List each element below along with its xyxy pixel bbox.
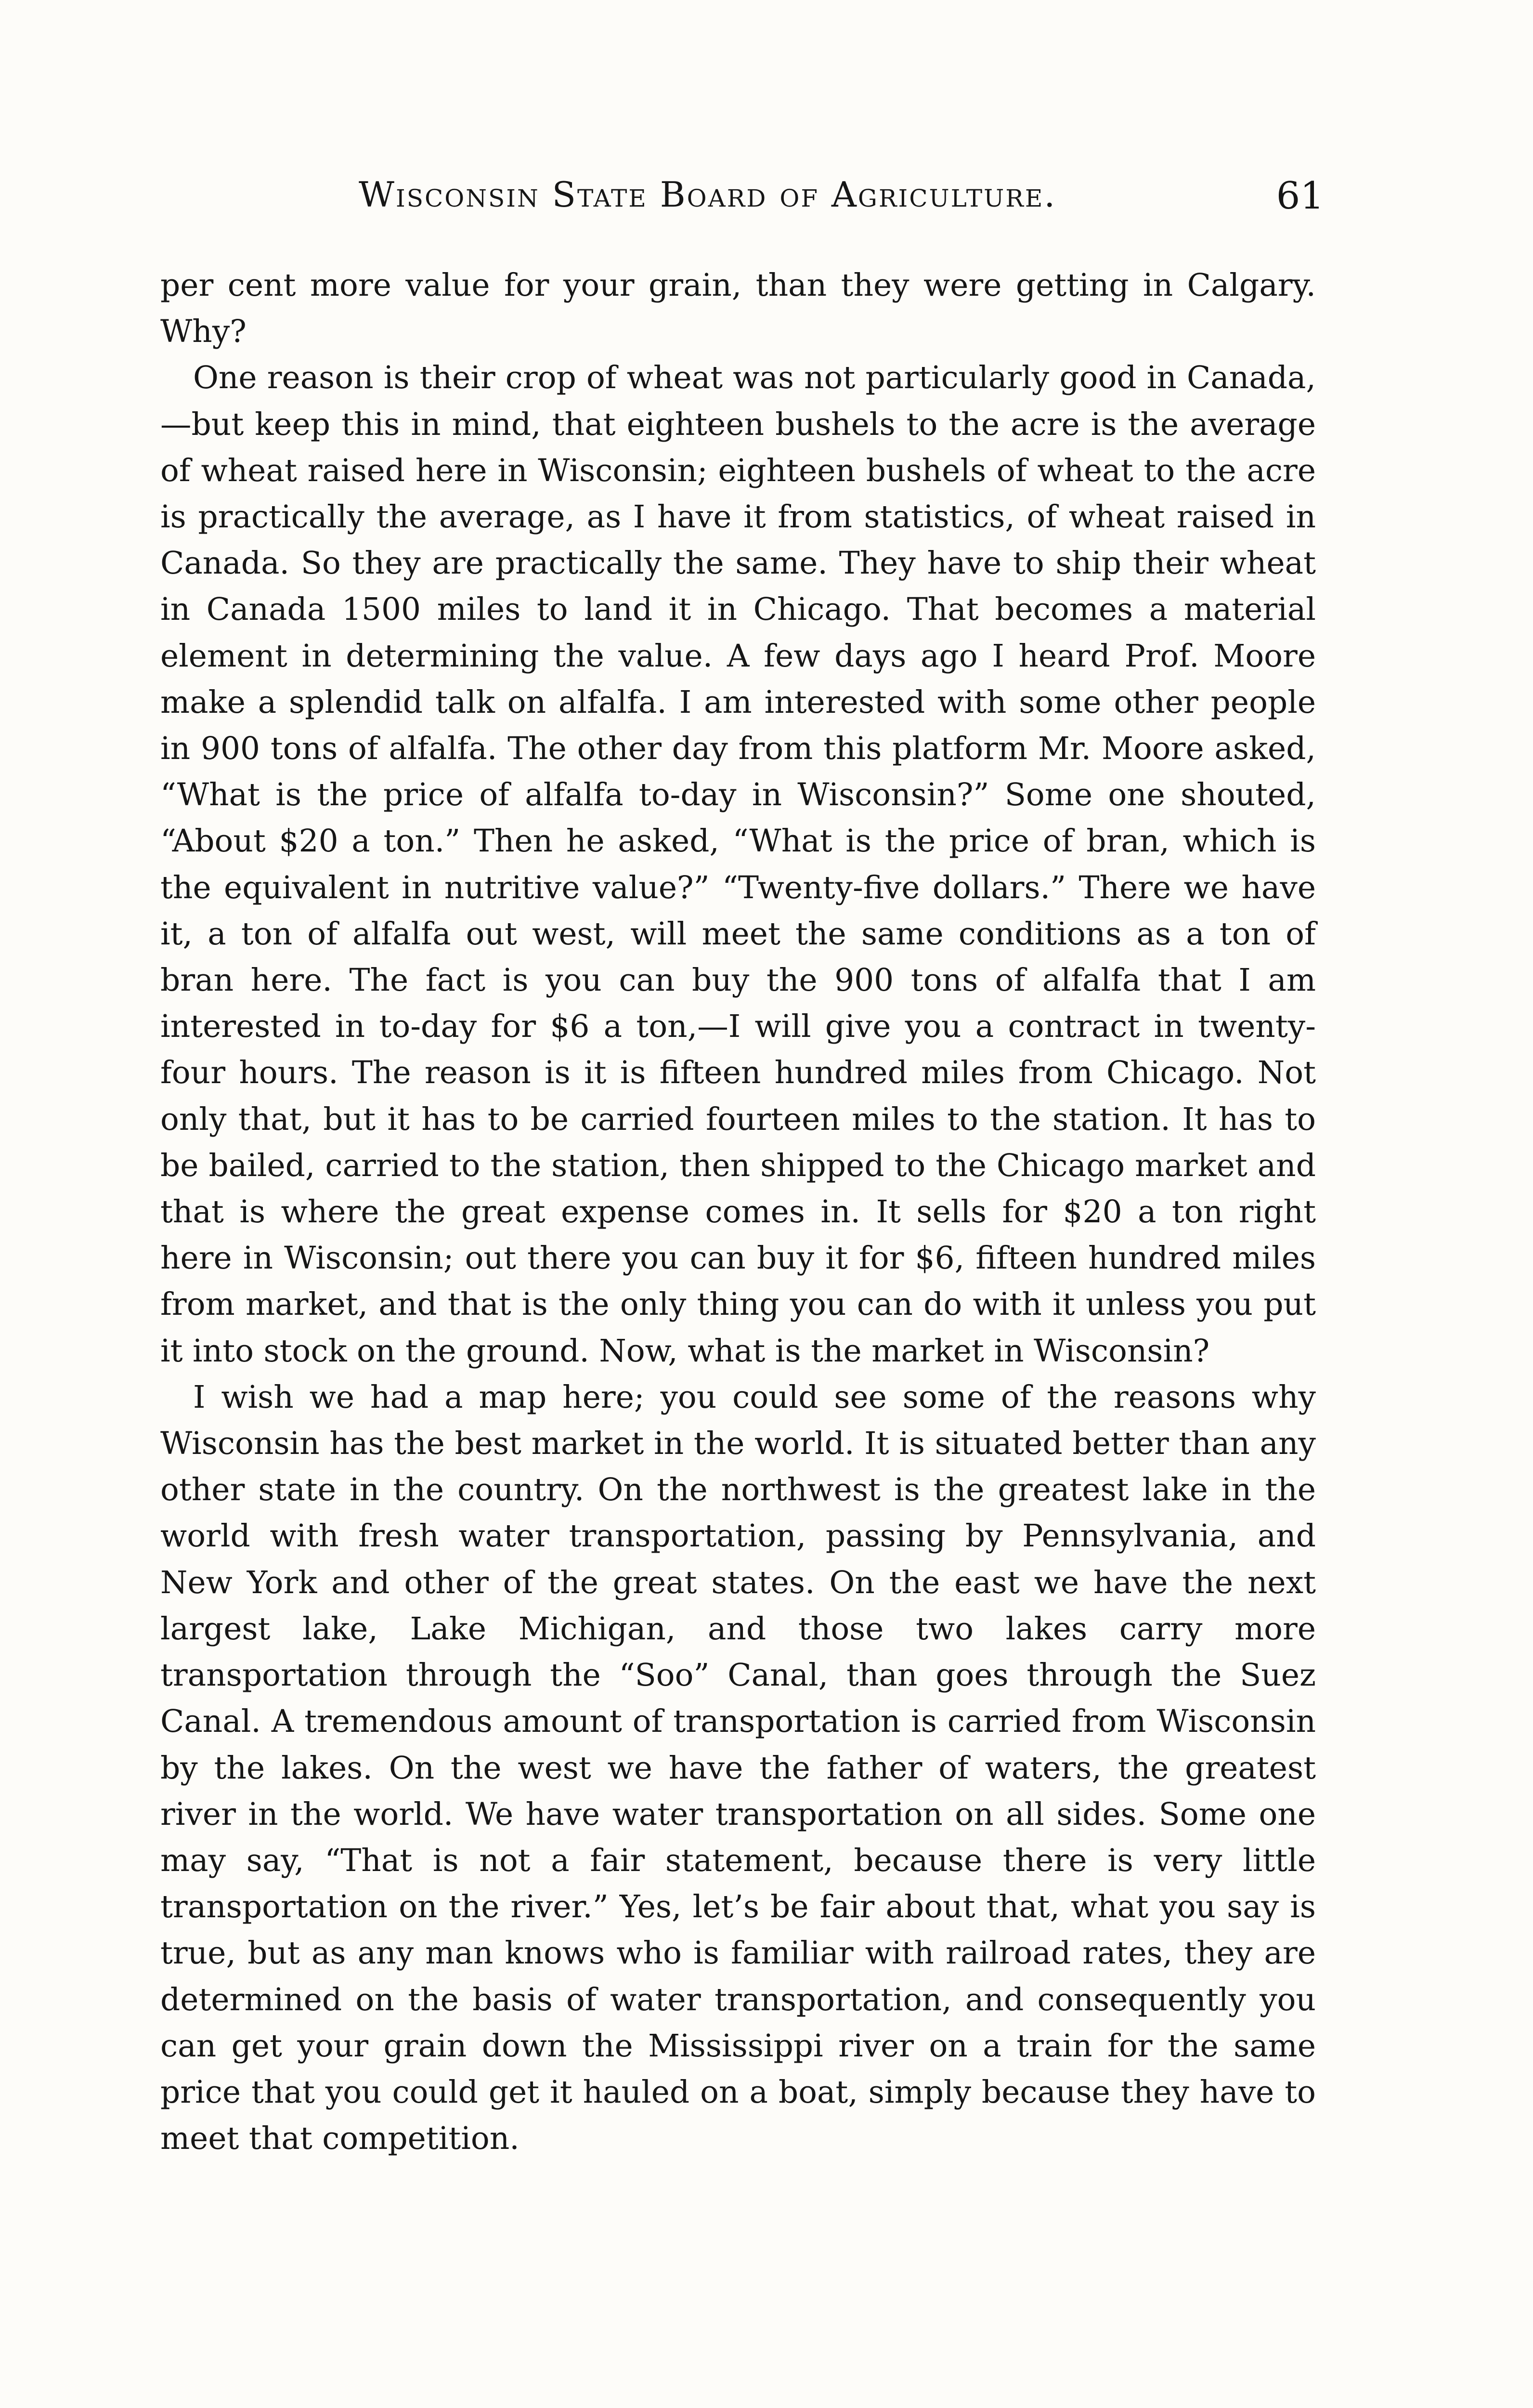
paragraph-wheat-and-alfalfa: One reason is their crop of wheat was not particularly good in Canada,—but keep this in mind, that eighteen bushels to the acre is the average of wheat raised here in Wisconsin; eighteen bushels of wheat to the acre is practically the average, as I have it from statistics, of wheat raised in Canada. So they are practically the same. They have to ship their wheat in Canada 1500 miles to land it in Chicago. That becomes a material element in determining the value. A few days ago I heard Prof. Moore make a splendid talk on alfalfa. I am interested with some other people in 900 tons of alfalfa. The other day from this platform Mr. Moore asked, “What is the price of alfalfa to-day in Wisconsin?” Some one shouted, “About $20 a ton.” Then he asked, “What is the price of bran, which is the equivalent in nutritive value?” “Twenty-five dollars.” There we have it, a ton of alfalfa out west, will meet the same conditions as a ton of bran here. The fact is you can buy the 900 tons of alfalfa that I am interested in to-day for $6 a ton,—I will give you a contract in twenty-four hours. The reason is it is fifteen hundred miles from Chicago. Not only that, but it has to be carried fourteen miles to the station. It has to be bailed, carried to the station, then shipped to the Chicago market and that is where the great expense comes in. It sells for $20 a ton right here in Wisconsin; out there you can buy it for $6, fifteen hundred miles from market, and that is the only thing you can do with it unless you put it into stock on the ground. Now, what is the market in Wisconsin?	[160, 360, 1316, 1369]
page-number: 61	[1276, 174, 1324, 218]
running-head: Wisconsin State Board of Agriculture.	[359, 174, 1057, 215]
body-text	[160, 262, 1316, 2162]
paragraph-continued: per cent more value for your grain, than they were getting in Calgary. Why?	[160, 267, 1316, 350]
paragraph-wisconsin-market: I wish we had a map here; you could see some of the reasons why Wisconsin has the best market in the world. It is situated better than any other state in the country. On the northwest is the greatest lake in the world with fresh water transportation, passing by Pennsylvania, and New York and other of the great states. On the east we have the next largest lake, Lake Michigan, and those two lakes carry more transportation through the “Soo” Canal, than goes through the Suez Canal. A tremendous amount of transportation is carried from Wisconsin by the lakes. On the west we have the father of waters, the greatest river in the world. We have water transportation on all sides. Some one may say, “That is not a fair statement, because there is very little transportation on the river.” Yes, let’s be fair about that, what you say is true, but as any man knows who is familiar with railroad rates, they are determined on the basis of water transportation, and consequently you can get your grain down the Mississippi river on a train for the same price that you could get it hauled on a boat, simply because they have to meet that competition.	[160, 1379, 1316, 2157]
